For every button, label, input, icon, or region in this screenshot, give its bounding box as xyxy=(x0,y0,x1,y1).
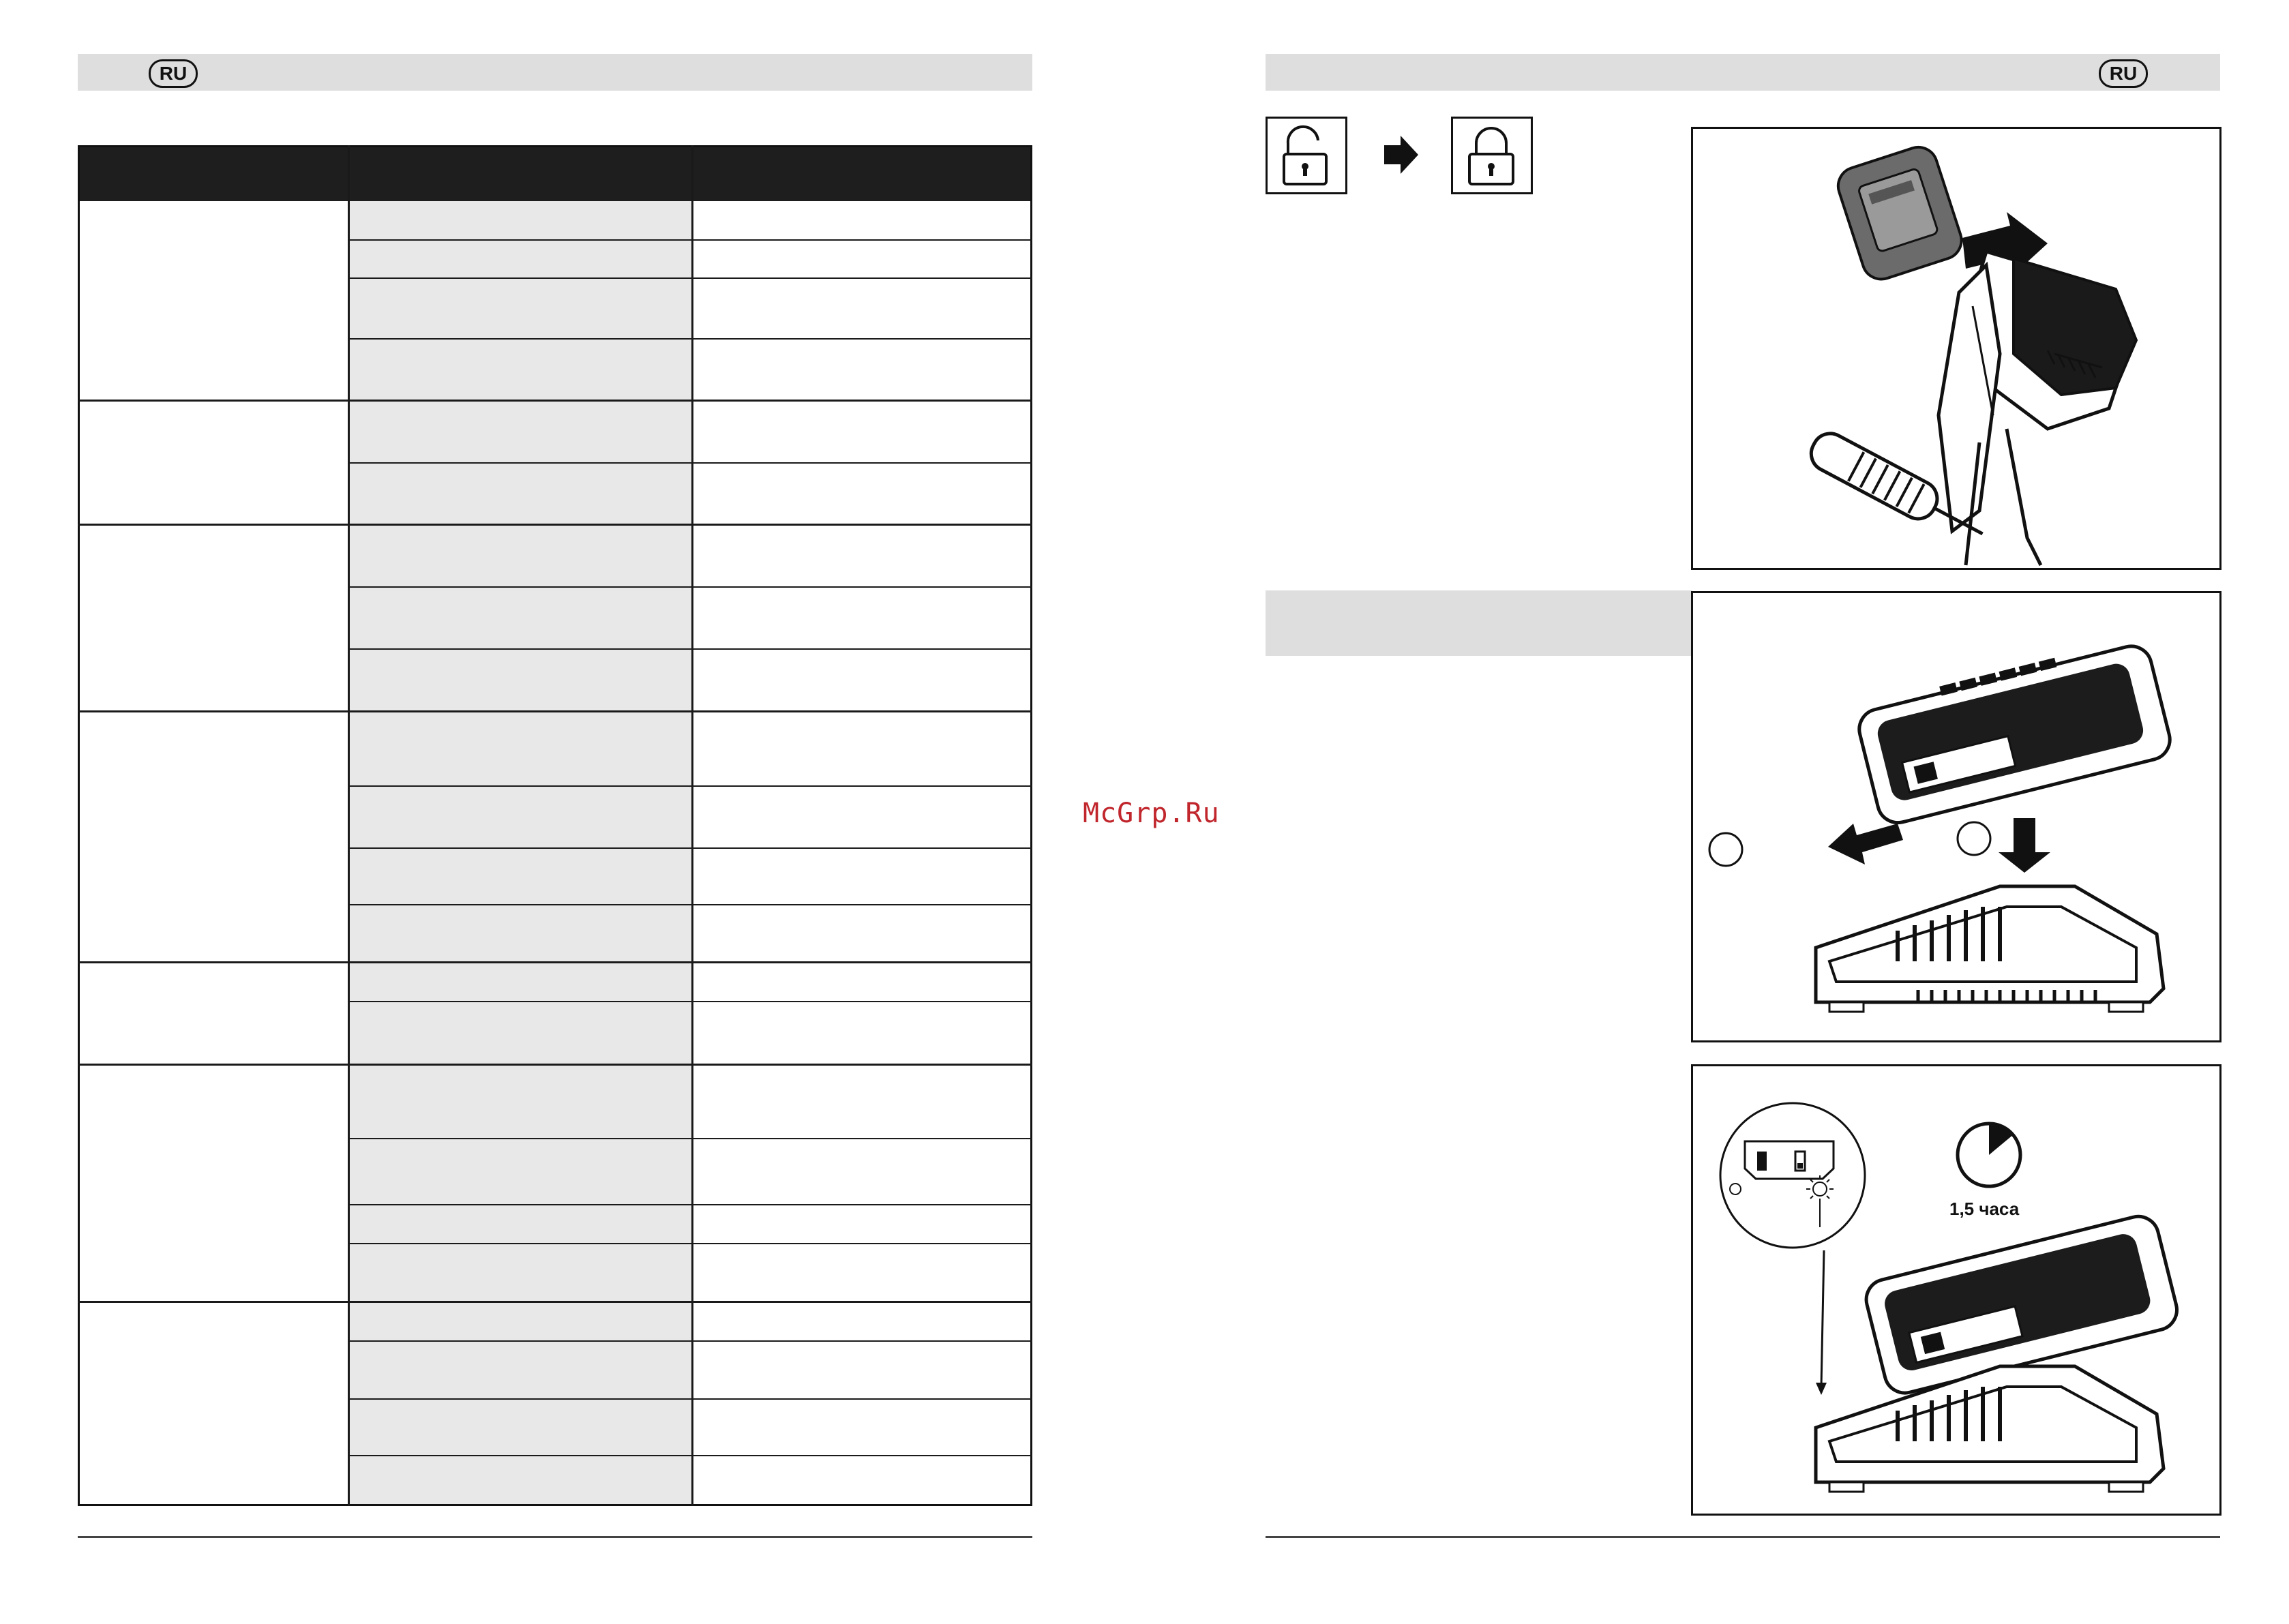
left-header-bar xyxy=(78,54,1032,91)
language-badge-left: RU xyxy=(149,59,198,88)
language-badge-right: RU xyxy=(2099,59,2148,88)
table-row-line xyxy=(348,239,1032,241)
watermark: McGrp.Ru xyxy=(1083,798,1220,829)
table-row-line xyxy=(348,1001,1032,1002)
table-group-separator xyxy=(78,400,1032,402)
battery-insert-illustration xyxy=(1691,127,2221,570)
table-row-line xyxy=(348,785,1032,787)
table-row-line xyxy=(348,462,1032,464)
table-group-separator xyxy=(78,1064,1032,1066)
table-row-line xyxy=(348,904,1032,905)
charge-time-label: 1,5 часа xyxy=(1949,1199,2020,1219)
table-group-separator xyxy=(78,961,1032,963)
table-row-line xyxy=(348,847,1032,849)
arrow-right-icon xyxy=(1381,134,1420,179)
table-row-line xyxy=(348,277,1032,279)
table-row-line xyxy=(348,1340,1032,1342)
troubleshooting-table xyxy=(78,145,1032,1506)
right-header-bar xyxy=(1266,54,2220,91)
table-group-separator xyxy=(78,1301,1032,1303)
table-row-line xyxy=(348,586,1032,588)
lock-icon xyxy=(1451,117,1533,194)
table-row-line xyxy=(348,1138,1032,1139)
table-group-separator xyxy=(78,710,1032,712)
right-footer-rule xyxy=(1266,1536,2220,1538)
charger-insert-illustration xyxy=(1691,591,2221,1042)
unlock-icon xyxy=(1266,117,1347,194)
table-row-line xyxy=(348,1455,1032,1456)
table-row-line xyxy=(348,338,1032,340)
charging-indicator-illustration xyxy=(1691,1064,2221,1516)
table-row-line xyxy=(348,648,1032,650)
table-group-separator xyxy=(78,524,1032,526)
table-row-line xyxy=(348,1243,1032,1244)
left-footer-rule xyxy=(78,1536,1032,1538)
table-row-line xyxy=(348,1204,1032,1205)
section-heading-box xyxy=(1266,590,1692,656)
table-row-line xyxy=(348,1398,1032,1400)
